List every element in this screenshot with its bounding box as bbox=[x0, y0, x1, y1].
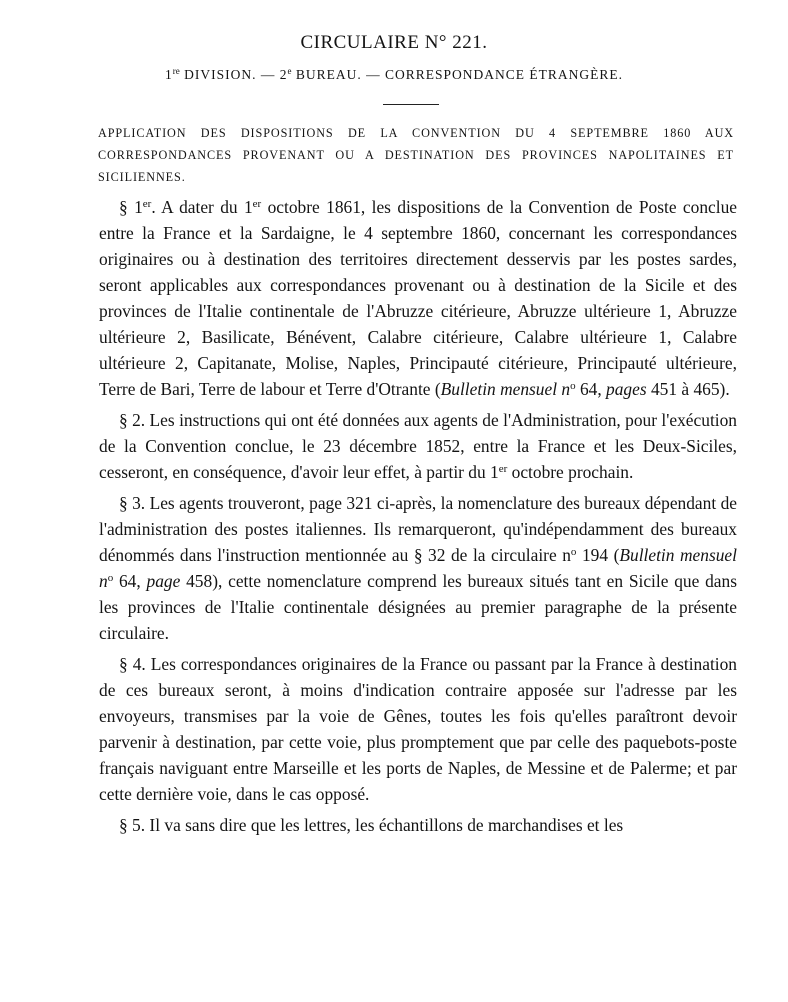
title-divider bbox=[383, 104, 439, 105]
bureau-number: 2 bbox=[279, 67, 288, 82]
division-number: 1 bbox=[164, 67, 173, 82]
paragraph-1-ref-tail: 451 à 465). bbox=[646, 379, 730, 399]
circular-title: CIRCULAIRE N° 221. bbox=[300, 32, 488, 53]
paragraph-3-ref-page: page bbox=[146, 571, 181, 591]
paragraph-3-text-b: 194 ( bbox=[576, 545, 620, 565]
paragraph-1-bulletin-ref: Bulletin mensuel n bbox=[440, 379, 571, 399]
division-label: DIVISION. — bbox=[179, 67, 280, 82]
paragraph-3 bbox=[99, 490, 737, 646]
circular-heading: APPLICATION DES DISPOSITIONS DE LA CONVENTION DU 4 SEPTEMBRE 1860 AUX CORRESPONDANCES PROVENANT OU A DESTINATION DES PROVINCES NAPOLITAINES ET SICILIENNES. bbox=[98, 126, 734, 184]
circular-body bbox=[99, 194, 737, 843]
division-number-sup: re bbox=[172, 66, 180, 76]
paragraph-3-no-sup: o bbox=[570, 546, 577, 558]
paragraph-3-ref-no-sup: o bbox=[107, 572, 114, 584]
paragraph-3-text-a: § 3. Les agents trouveront, page 321 ci-après, la nomenclature des bureaux dépendant de l'administration des postes italiennes. Ils remarqueront, qu'indépendamment des bureaux dénommés dans l'instruction mentionnée au § 32 de la circulaire n bbox=[99, 493, 737, 565]
division-subtitle bbox=[0, 66, 788, 83]
bureau-label: BUREAU. — CORRESPONDANCE ÉTRANGÈRE. bbox=[291, 67, 624, 82]
paragraph-5: § 5. Il va sans dire que les lettres, les échantillons de marchandises et les bbox=[119, 815, 624, 835]
paragraph-1-date-sup: er bbox=[252, 198, 262, 210]
paragraph-2-text-a: § 2. Les instructions qui ont été données aux agents de l'Administration, pour l'exécution de la Convention conclue, le 23 décembre 1852, entre la France et les Deux-Siciles, cesseront, en conséquence, d'avoir leur effet, à partir du 1 bbox=[99, 410, 737, 482]
paragraph-2-date-sup: er bbox=[498, 463, 508, 475]
paragraph-2 bbox=[99, 407, 737, 485]
section-1-number: § 1 bbox=[119, 197, 143, 217]
paragraph-1-ref-pages: pages bbox=[606, 379, 647, 399]
paragraph-3-ref-tail: 458), cette nomenclature comprend les bureaux situés tant en Sicile que dans les provinces de l'Italie continentale désignées au premier paragraphe de la présente circulaire. bbox=[99, 571, 737, 643]
bureau-number-sup: e bbox=[287, 66, 292, 76]
paragraph-1 bbox=[99, 194, 737, 402]
paragraph-1-ref-no-sup: o bbox=[570, 380, 576, 392]
section-1-sup: er bbox=[142, 198, 152, 210]
paragraph-1-text-b: octobre 1861, les dispositions de la Convention de Poste conclue entre la France et la Sardaigne, le 4 septembre 1860, concernant les correspondances originaires ou à destination des territoires directement desservis par les postes sardes, seront applicables aux correspondances provenant ou à destination de la Sicile et des provinces de l'Italie continentale de l'Abruzze citérieure, Abruzze ultérieure 1, Abruzze ultérieure 2, Basilicate, Bénévent, Calabre citérieure, Calabre ultérieure 1, Calabre ultérieure 2, Capitanate, Molise, Naples, Principauté citérieure, Principauté ultérieure, Terre de Bari, Terre de labour et Terre d'Otrante ( bbox=[99, 197, 737, 399]
paragraph-4: § 4. Les correspondances originaires de la France ou passant par la France à destination de ces bureaux seront, à moins d'indication contraire apposée sur l'adresse par les envoyeurs, transmises par la voie de Gênes, toutes les fois qu'elles paraîtront devoir parvenir à destination, par cette voie, plus promptement que par celle des paquebots-poste français naviguant entre Marseille et les ports de Naples, de Messine et de Palerme; et par cette dernière voie, dans le cas opposé. bbox=[99, 654, 737, 804]
paragraph-2-text-b: octobre prochain. bbox=[507, 462, 634, 482]
paragraph-1-text-a: . A dater du 1 bbox=[151, 197, 253, 217]
paragraph-3-ref-number: 64, bbox=[113, 571, 147, 591]
paragraph-1-ref-number: 64, bbox=[575, 379, 607, 399]
paragraph-3-bulletin-ref: Bulletin mensuel n bbox=[99, 545, 737, 591]
